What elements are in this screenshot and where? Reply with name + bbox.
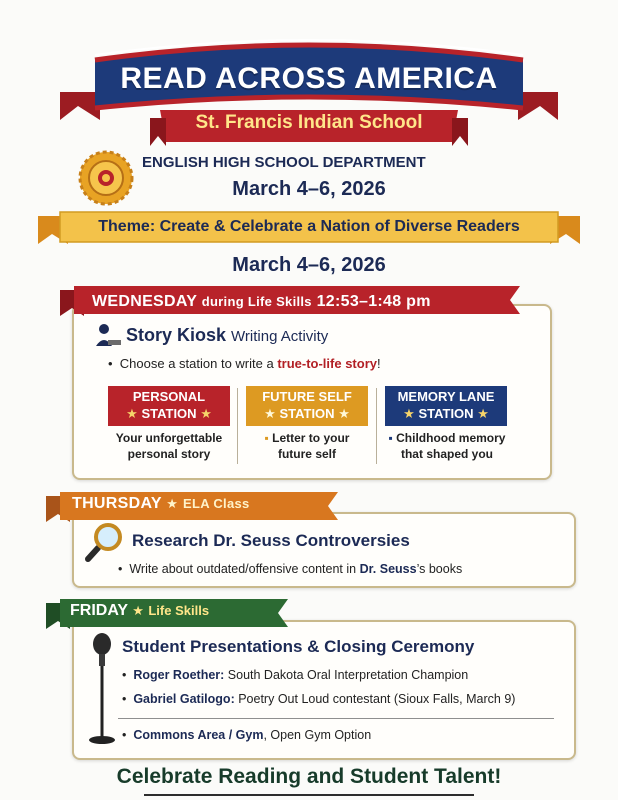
star-separator: ★ xyxy=(132,603,144,618)
choose-prefix: Choose a station to write a xyxy=(119,356,278,371)
wednesday-day: WEDNESDAY xyxy=(92,293,197,310)
event-dates: March 4–6, 2026 xyxy=(232,178,386,200)
bullet-prefix: Write about outdated/offensive content in xyxy=(129,562,360,576)
station-desc-line1: Childhood memory xyxy=(396,431,506,445)
story-kiosk-title xyxy=(126,325,328,346)
station-desc-line2: that shaped you xyxy=(400,447,493,461)
footer-underline xyxy=(144,794,474,796)
friday-heading xyxy=(70,602,209,620)
station-desc-line2: personal story xyxy=(127,447,211,461)
thursday-title: Research Dr. Seuss Controversies xyxy=(132,531,410,550)
station-divider xyxy=(376,388,377,464)
station-line1: FUTURE SELF xyxy=(262,389,352,404)
future-self-station-badge: FUTURE SELF ★ STATION ★ xyxy=(246,386,368,426)
station-divider xyxy=(237,388,238,464)
wednesday-time: 12:53–1:48 pm xyxy=(316,293,431,310)
presenter-item: • Roger Roether: South Dakota Oral Interpretation Champion xyxy=(122,668,469,682)
station-desc-line2: future self xyxy=(277,447,336,461)
presenter-name: Roger Roether: xyxy=(133,668,225,682)
location-name: Commons Area / Gym xyxy=(133,728,264,742)
choose-station-text: • Choose a station to write a true-to-life story! xyxy=(108,356,381,371)
thursday-bullet: • Write about outdated/offensive content in Dr. Seuss’s books xyxy=(118,562,463,576)
presenter-name: Gabriel Gatilogo: xyxy=(133,692,235,706)
choose-suffix: ! xyxy=(376,356,381,371)
friday-class: Life Skills xyxy=(148,603,210,618)
station-line1: MEMORY LANE xyxy=(397,389,495,404)
station-line2: STATION xyxy=(141,406,197,421)
footer-tagline: Celebrate Reading and Student Talent! xyxy=(116,765,502,788)
wednesday-when: during Life Skills xyxy=(201,294,312,309)
friday-title: Student Presentations & Closing Ceremony xyxy=(122,637,475,656)
microphone-icon xyxy=(80,632,120,748)
bullet-suffix: ’s books xyxy=(416,562,463,576)
bullet-icon: ▪ xyxy=(388,431,393,445)
choose-highlight: true-to-life story xyxy=(277,356,377,371)
location-detail: , Open Gym Option xyxy=(263,728,372,742)
writer-icon xyxy=(94,322,122,348)
station-desc-line1: Letter to your xyxy=(272,431,350,445)
station-line2: STATION xyxy=(279,406,335,421)
memory-lane-station-badge: MEMORY LANE ★ STATION ★ xyxy=(385,386,507,426)
memory-lane-station-desc xyxy=(381,430,513,462)
thursday-class: ELA Class xyxy=(183,496,250,511)
location-item: • Commons Area / Gym, Open Gym Option xyxy=(122,728,372,742)
presenter-detail: South Dakota Oral Interpretation Champion xyxy=(227,668,469,682)
thursday-heading xyxy=(72,495,250,513)
theme-text: Theme: Create & Celebrate a Nation of Diverse Readers xyxy=(98,218,520,235)
bullet-icon: ▪ xyxy=(264,431,269,445)
future-self-station-desc xyxy=(241,430,373,462)
star-separator: ★ xyxy=(166,496,179,511)
divider xyxy=(118,718,554,719)
event-title: READ ACROSS AMERICA xyxy=(120,62,498,95)
personal-station-desc xyxy=(103,430,235,462)
bullet-bold: Dr. Seuss xyxy=(359,562,417,576)
station-desc-line1: Your unforgettable xyxy=(115,431,223,445)
magnifying-glass-icon xyxy=(84,520,124,562)
presenter-detail: Poetry Out Loud contestant (Sioux Falls, March 9) xyxy=(238,692,516,706)
event-dates-repeat: March 4–6, 2026 xyxy=(232,254,386,276)
wednesday-heading xyxy=(92,293,431,311)
thursday-day: THURSDAY xyxy=(72,495,162,512)
activity-title: Story Kiosk xyxy=(126,325,227,345)
friday-day: FRIDAY xyxy=(70,602,128,619)
school-name: St. Francis Indian School xyxy=(195,112,423,133)
activity-subtitle: Writing Activity xyxy=(231,328,329,345)
station-line1: PERSONAL xyxy=(132,389,206,404)
department-name: ENGLISH HIGH SCHOOL DEPARTMENT xyxy=(142,154,426,171)
presenter-item: • Gabriel Gatilogo: Poetry Out Loud contestant (Sioux Falls, March 9) xyxy=(122,692,516,706)
station-line2: STATION xyxy=(418,406,474,421)
personal-station-badge: PERSONAL ★ STATION ★ xyxy=(108,386,230,426)
